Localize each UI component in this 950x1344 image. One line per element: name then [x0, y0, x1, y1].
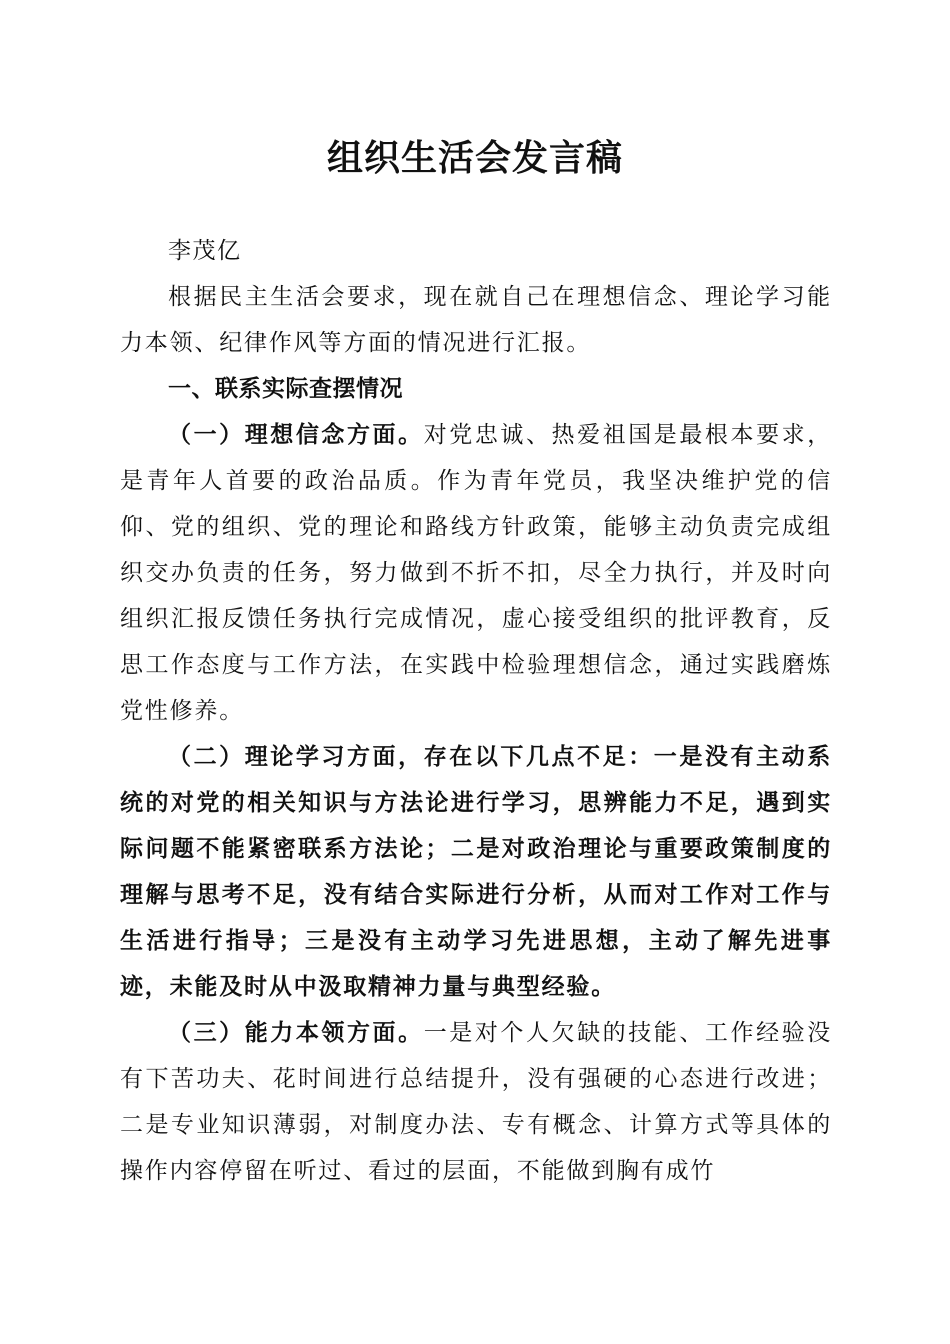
paragraph-theory-label: （二）理论学习方面， — [168, 743, 424, 770]
paragraph-ideals — [120, 412, 832, 734]
paragraph-ideals-label: （一）理想信念方面。 — [168, 421, 424, 448]
document-title: 组织生活会发言稿 — [326, 137, 623, 179]
paragraph-ideals-text: 对党忠诚、热爱祖国是最根本要求，是青年人首要的政治品质。作为青年党员，我坚决维护党的信仰、党的组织、党的理论和路线方针政策，能够主动负责完成组织交办负责的任务，努力做到不折不扣，尽全力执行，并及时向组织汇报反馈任务执行完成情况，虚心接受组织的批评教育，反思工作态度与工作方法，在实践中检验理想信念，通过实践磨炼党性修养。 — [120, 422, 832, 724]
paragraph-ability — [120, 1010, 832, 1194]
intro-paragraph: 根据民主生活会要求，现在就自己在理想信念、理论学习能力本领、纪律作风等方面的情况进行汇报。 — [120, 284, 832, 356]
section-heading: 一、联系实际查摆情况 — [168, 376, 403, 402]
paragraph-theory-text: 存在以下几点不足：一是没有主动系统的对党的相关知识与方法论进行学习，思辨能力不足，遇到实际问题不能紧密联系方法论；二是对政治理论与重要政策制度的理解与思考不足，没有结合实际进行分析，从而对工作对工作与生活进行指导；三是没有主动学习先进思想，主动了解先进事迹，未能及时从中汲取精神力量与典型经验。 — [120, 743, 832, 1000]
author-name: 李茂亿 — [168, 238, 242, 264]
document-body — [120, 228, 832, 1194]
paragraph-theory — [120, 734, 832, 1010]
paragraph-ability-text: 一是对个人欠缺的技能、工作经验没有下苦功夫、花时间进行总结提升，没有强硬的心态进行改进；二是专业知识薄弱，对制度办法、专有概念、计算方式等具体的操作内容停留在听过、看过的层面，不能做到胸有成竹 — [120, 1020, 832, 1184]
paragraph-ability-label: （三）能力本领方面。 — [168, 1019, 424, 1046]
